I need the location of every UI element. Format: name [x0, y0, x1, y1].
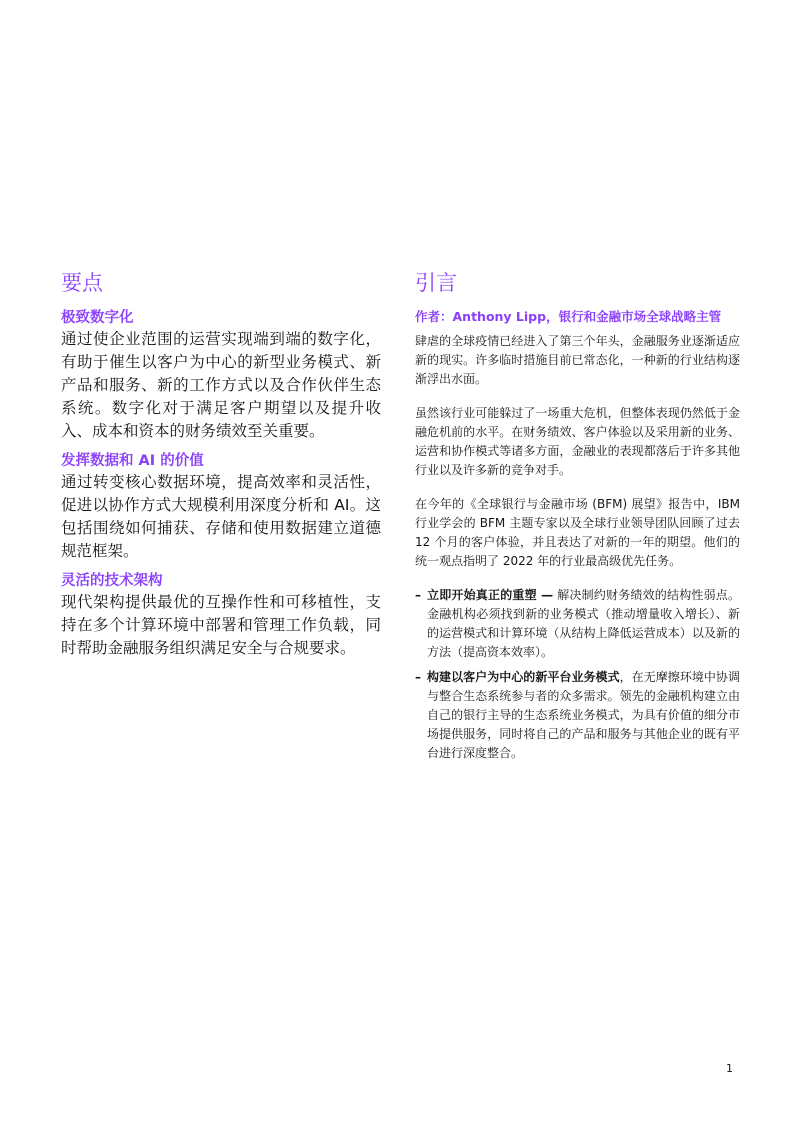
key-point-title: 灵活的技术架构 [61, 573, 163, 589]
introduction-heading: 引言 [415, 271, 457, 295]
key-point-item [61, 571, 381, 660]
key-points-heading: 要点 [61, 271, 103, 295]
key-point-body: 现代架构提供最优的互操作性和可移植性，支持在多个计算环境中部署和管理工作负载，同时帮助金融服务组织满足安全与合规要求。 [61, 593, 381, 657]
key-points-column [61, 268, 381, 668]
introduction-column [415, 268, 740, 769]
page-number: 1 [726, 1062, 733, 1075]
priority-bullet [415, 668, 740, 763]
bullet-text: 解决制约财务绩效的结构性弱点。金融机构必须找到新的业务模式（推动增量收入增长）、新的运营模式和计算环境（从结构上降低运营成本）以及新的方法（提高资本效率）。 [427, 588, 740, 659]
key-point-item [61, 308, 381, 443]
bullet-dash: – [415, 588, 421, 602]
key-point-item [61, 451, 381, 563]
key-point-title: 发挥数据和 AI 的价值 [61, 453, 204, 469]
intro-paragraph: 在今年的《全球银行与金融市场 (BFM) 展望》报告中，IBM 行业学会的 BFM 主题专家以及全球行业领导团队回顾了过去 12 个月的客户体验，并且表达了对新的一年的期望。他们的统一观点指明了 2022 年的行业最高级优先任务。 [415, 497, 740, 568]
key-point-body: 通过转变核心数据环境，提高效率和灵活性，促进以协作方式大规模利用深度分析和 AI。这包括围绕如何捕获、存储和使用数据建立道德规范框架。 [61, 473, 381, 560]
key-point-title: 极致数字化 [61, 310, 134, 326]
bullet-lead: 构建以客户为中心的新平台业务模式 [427, 670, 620, 684]
bullet-text: ，在无摩擦环境中协调与整合生态系统参与者的众多需求。领先的金融机构建立由自己的银行主导的生态系统业务模式，为具有价值的细分市场提供服务，同时将自己的产品和服务与其他企业的既有平台进行深度整合。 [427, 670, 740, 760]
key-point-body: 通过使企业范围的运营实现端到端的数字化，有助于催生以客户为中心的新型业务模式、新产品和服务、新的工作方式以及合作伙伴生态系统。数字化对于满足客户期望以及提升收入、成本和资本的财务绩效至关重要。 [61, 330, 381, 440]
intro-paragraph: 肆虐的全球疫情已经进入了第三个年头，金融服务业逐渐适应新的现实。许多临时措施目前已常态化，一种新的行业结构逐渐浮出水面。 [415, 334, 740, 386]
intro-paragraph: 虽然该行业可能躲过了一场重大危机，但整体表现仍然低于金融危机前的水平。在财务绩效、客户体验以及采用新的业务、运营和协作模式等诸多方面，金融业的表现都落后于许多其他行业以及许多新的竞争对手。 [415, 406, 740, 477]
bullet-dash: – [415, 670, 421, 684]
priority-bullet [415, 586, 740, 662]
bullet-lead: 立即开始真正的重塑 — [427, 588, 554, 602]
author-line: 作者：Anthony Lipp，银行和金融市场全球战略主管 [415, 309, 722, 324]
